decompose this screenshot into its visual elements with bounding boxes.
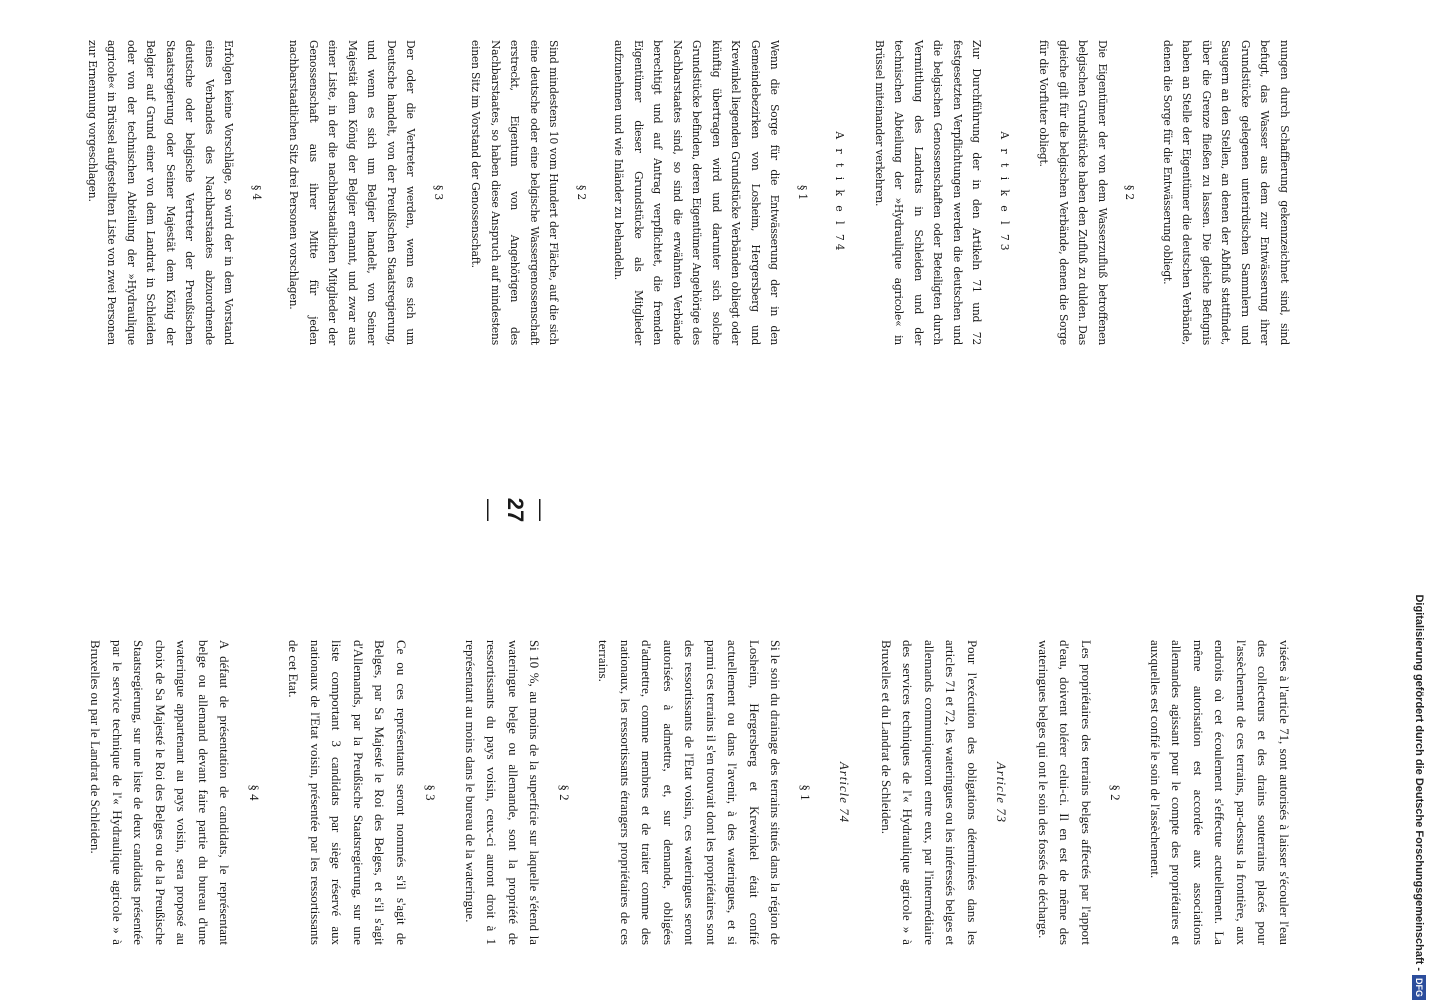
article-heading: Article 73: [994, 761, 1009, 824]
section-marker: § 4: [250, 185, 263, 200]
article-heading: A r t i k e l 74: [833, 131, 847, 254]
french-paragraph: Si le soin du drainage des terrains situés dans la région de Losheim, Hergersberg et Krewinkel était confié actuellement ou dans l'avenir, à des wateringues, et si parmi ces terrains il s'en trouvait dont les propriétaires sont des ressortissants de l'Etat voisin, ces wateringues seront autorisées à admettre, et, sur demande, obligées d'admettre, comme membres et de traiter comme des nationaux, les ressortissants étrangers propriétaires de ces terrains.: [596, 640, 783, 945]
french-column: [84, 640, 1294, 945]
section-marker: § 2: [1108, 784, 1123, 801]
section-marker: § 1: [798, 784, 812, 801]
french-paragraph: Pour l'exécution des obligations déterminées dans les articles 71 et 72, les wateringues ou les intéressés belges et allemands communiqueront entre eux, par l'intermédiaire des services techniques de l'« Hydraulique agricole » à Bruxelles et du Landrat de Schleiden.: [879, 640, 979, 945]
credit-text: Digitalisierung gefördert durch die Deutsche Forschungsgemeinschaft -: [1413, 594, 1425, 971]
french-paragraph: Ce ou ces représentants seront nommés s'il s'agit de Belges, par Sa Majesté le Roi des Belges, et s'il s'agit d'Allemands, par la Preußische Staatsregierung, sur une liste comportant 3 candidats par siège réservé aux nationaux de l'Etat voisin, présentée par les ressortissants de cet Etat.: [286, 640, 408, 945]
section-marker: § 3: [423, 784, 438, 801]
section-marker: § 1: [796, 185, 809, 200]
section-marker: § 2: [1123, 185, 1137, 200]
section-marker: § 3: [432, 185, 445, 200]
german-paragraph: Der oder die Vertreter werden, wenn es sich um Deutsche handelt, von der Preußischen Staatsregierung, und wenn es sich um Belgier handelt, von Seiner Majestät dem König der Belgier ernannt, und zwar aus einer Liste, in der die nachbarstaatlichen Mitglieder der Genossenschaft aus ihrer Mitte für jeden nachbarstaatlichen Sitz drei Personen vorschlagen.: [287, 40, 418, 345]
dfg-logo: DFG: [1412, 975, 1426, 1000]
section-marker: § 2: [575, 185, 588, 200]
german-paragraph: Sind mindestens 10 vom Hundert der Fläche, auf die sich eine deutsche oder eine belgische Wassergenossenschaft erstreckt, Eigentum von Angehörigen des Nachbarstaates, so haben diese Anspruch auf mindestens einen Sitz im Vorstand der Genossenschaft.: [469, 40, 561, 345]
article-heading: A r t i k e l 73: [998, 131, 1011, 254]
german-column: [83, 40, 1295, 345]
german-paragraph: Die Eigentümer der von dem Wasserzufluß betroffenen belgischen Grundstücke haben den Zufluß zu dulden. Das gleiche gilt für die belgischen Verbände, denen die Sorge für die Vorfluter obliegt.: [1037, 40, 1109, 345]
section-marker: § 4: [247, 784, 261, 801]
section-marker: § 2: [557, 784, 571, 801]
page-number: —27—: [477, 497, 554, 523]
french-paragraph: Les propriétaires des terrains belges affectés par l'apport d'eau, doivent tolérer celui-ci. Il en est de même des wateringues belges qui ont le soin des fossés de décharge.: [1036, 640, 1093, 945]
german-paragraph: Erfolgen keine Vorschläge, so wird der in dem Vorstand eines Verbandes des Nachbarstaates abzuordnende deutsche oder belgische Vertreter der Preußischen Staatsregierung oder Seiner Majestät dem König der Belgier auf Grund einer von dem Landrat in Schleiden oder von der technischen Abteilung der »Hydraulique agricole« in Brüssel aufgestellten Liste von zwei Personen zur Ernennung vorgeschlagen.: [86, 40, 236, 345]
french-paragraph: visées à l'article 71, sont autorisés à laisser s'écouler l'eau des collecteurs et des drains souterrains placés pour l'assèchement de ces terrains, par-dessus la frontière, aux endroits où cet écoulement s'effectue actuellement. La même autorisation est accordée aux associations allemandes agissant pour le compte des propriétaires et auxquelles est confié le soin de l'assèchement.: [1148, 640, 1291, 945]
french-paragraph: Si 10 %, au moins de la superficie sur laquelle s'étend la wateringue belge ou allemande, sont la propriété de ressortissants du pays voisin, ceux-ci auront droit à 1 représentant au moins dans le bureau de la wateringue.: [463, 640, 542, 945]
german-paragraph: nungen durch Schaffierung gekennzeichnet sind, sind befugt, das Wasser aus dem zur Entwässerung ihrer Grundstücke gelegenen unterirdischen Sammlern und Saugern an den Stellen, an denen der Abfluß stattfindet, über die Grenze fließen zu lassen. Die gleiche Befugnis haben an Stelle der Eigentümer die deutschen Verbände, denen die Sorge für die Entwässerung obliegt.: [1161, 40, 1291, 345]
german-paragraph: Wenn die Sorge für die Entwässerung der in den Gemeindebezirken von Losheim, Hergersberg und Krewinkel liegenden Grundstücke Verbänden obliegt oder künftig übertragen wird und darunter sich solche Grundstücke befinden, deren Eigentümer Angehörige des Nachbarstaates sind, so sind die erwähnten Verbände berechtigt und auf Antrag verpflichtet, die fremden Eigentümer dieser Grundstücke als Mitglieder aufzunehmen und wie Inländer zu behandeln.: [612, 40, 782, 345]
article-heading: Article 74: [837, 761, 852, 824]
french-paragraph: A défaut de présentation de candidats, le représentant belge ou allemand devant faire partie du bureau d'une wateringue appartenant au pays voisin, sera proposé au choix de Sa Majesté le Roi des Belges ou de la Preußische Staatsregierung, sur une liste de deux candidats présentée par le service technique de l'« Hydraulique agricole » à Bruxelles ou par le Landrat de Schleiden.: [88, 640, 232, 945]
german-paragraph: Zur Durchführung der in den Artikeln 71 und 72 festgesetzten Verpflichtungen werden die deutschen und die belgischen Genossenschaften oder Beteiligten durch Vermittlung des Landrats in Schleiden und der technischen Abteilung der »Hydraulique agricole« in Brüssel miteinander verkehren.: [873, 40, 984, 345]
page-number-value: 27: [503, 497, 528, 523]
